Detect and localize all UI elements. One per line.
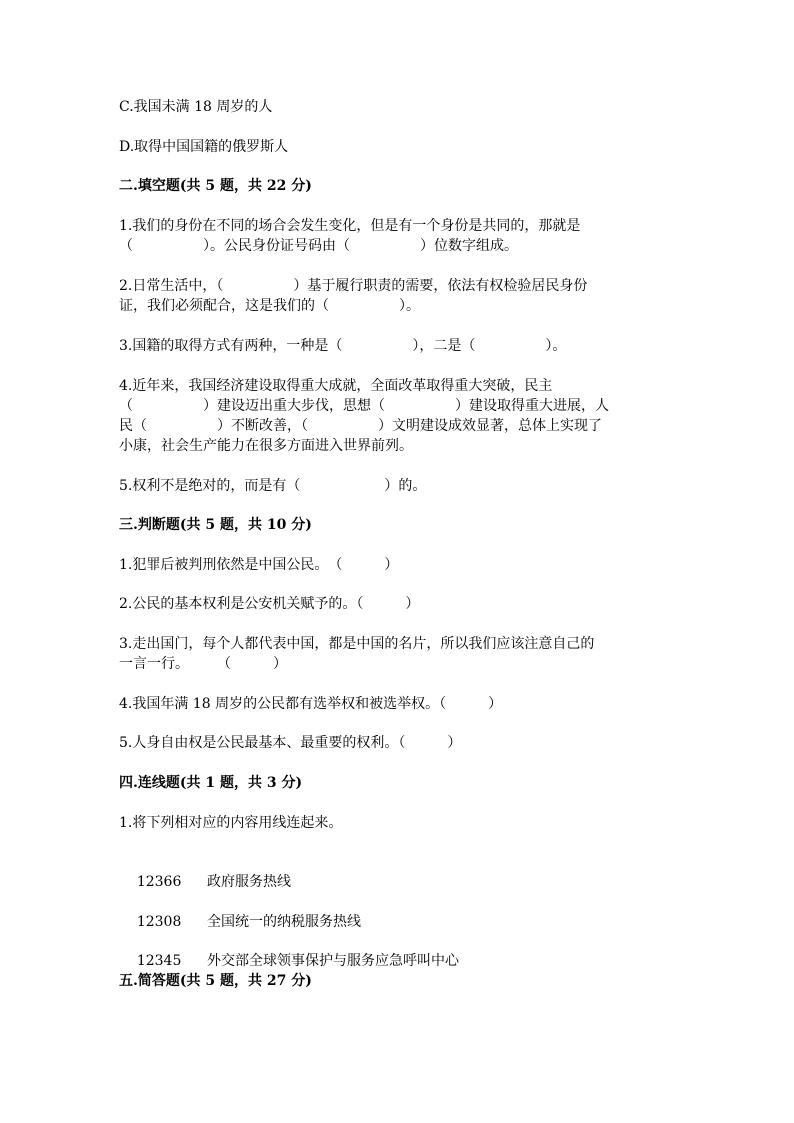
fill-q5-line1: 5.权利不是绝对的，而是有（ ）的。 xyxy=(119,478,427,494)
judge-q5: 5.人身自由权是公民最基本、最重要的权利。（ ） xyxy=(119,735,462,751)
hotline-label: 政府服务热线 xyxy=(207,874,291,890)
option-d: D.取得中国国籍的俄罗斯人 xyxy=(119,139,289,155)
fill-q1-line1: 1.我们的身份在不同的场合会发生变化，但是有一个身份是共同的，那就是 xyxy=(119,218,581,234)
fill-q2-line1: 2.日常生活中，（ ）基于履行职责的需要，依法有权检验居民身份 xyxy=(119,278,588,294)
fill-q4-line3: 民（ ）不断改善，（ ）文明建设成效显著，总体上实现了 xyxy=(119,418,602,434)
fill-q1-line2: （ ）。公民身份证号码由（ ）位数字组成。 xyxy=(119,238,518,254)
section-heading-true-false: 三.判断题(共 5 题，共 10 分) xyxy=(119,517,312,533)
hotline-number: 12345 xyxy=(136,953,182,969)
fill-q4-line4: 小康，社会生产能力在很多方面进入世界前列。 xyxy=(119,438,413,454)
judge-q4: 4.我国年满 18 周岁的公民都有选举权和被选举权。（ ） xyxy=(119,696,503,712)
judge-q1: 1.犯罪后被判刑依然是中国公民。 （ ） xyxy=(119,557,399,573)
hotline-number: 12308 xyxy=(136,914,182,930)
section-heading-fill-in: 二.填空题(共 5 题，共 22 分) xyxy=(119,178,312,194)
hotline-label: 外交部全球领事保护与服务应急呼叫中心 xyxy=(207,953,459,969)
section-heading-matching: 四.连线题(共 1 题，共 3 分) xyxy=(119,775,303,791)
fill-q2-line2: 证，我们必须配合，这是我们的（ ）。 xyxy=(119,298,420,314)
fill-q4-line1: 4.近年来，我国经济建设取得重大成就，全面改革取得重大突破，民主 xyxy=(119,378,553,394)
section-heading-short-answer: 五.简答题(共 5 题，共 27 分) xyxy=(119,973,312,989)
hotline-number: 12366 xyxy=(136,874,182,890)
judge-q2: 2.公民的基本权利是公安机关赋予的。（ ） xyxy=(119,596,420,612)
hotline-label: 全国统一的纳税服务热线 xyxy=(207,914,361,930)
matching-q1: 1.将下列相对应的内容用线连起来。 xyxy=(119,815,343,831)
option-c: C.我国未满 18 周岁的人 xyxy=(119,99,273,115)
fill-q3-line1: 3.国籍的取得方式有两种，一种是（ ），二是（ ）。 xyxy=(119,338,567,354)
judge-q3-line2: 一言一行。 （ ） xyxy=(119,656,287,672)
judge-q3-line1: 3.走出国门，每个人都代表中国，都是中国的名片，所以我们应该注意自己的 xyxy=(119,636,595,652)
fill-q4-line2: （ ）建设迈出重大步伐，思想（ ）建设取得重大进展，人 xyxy=(119,398,609,414)
